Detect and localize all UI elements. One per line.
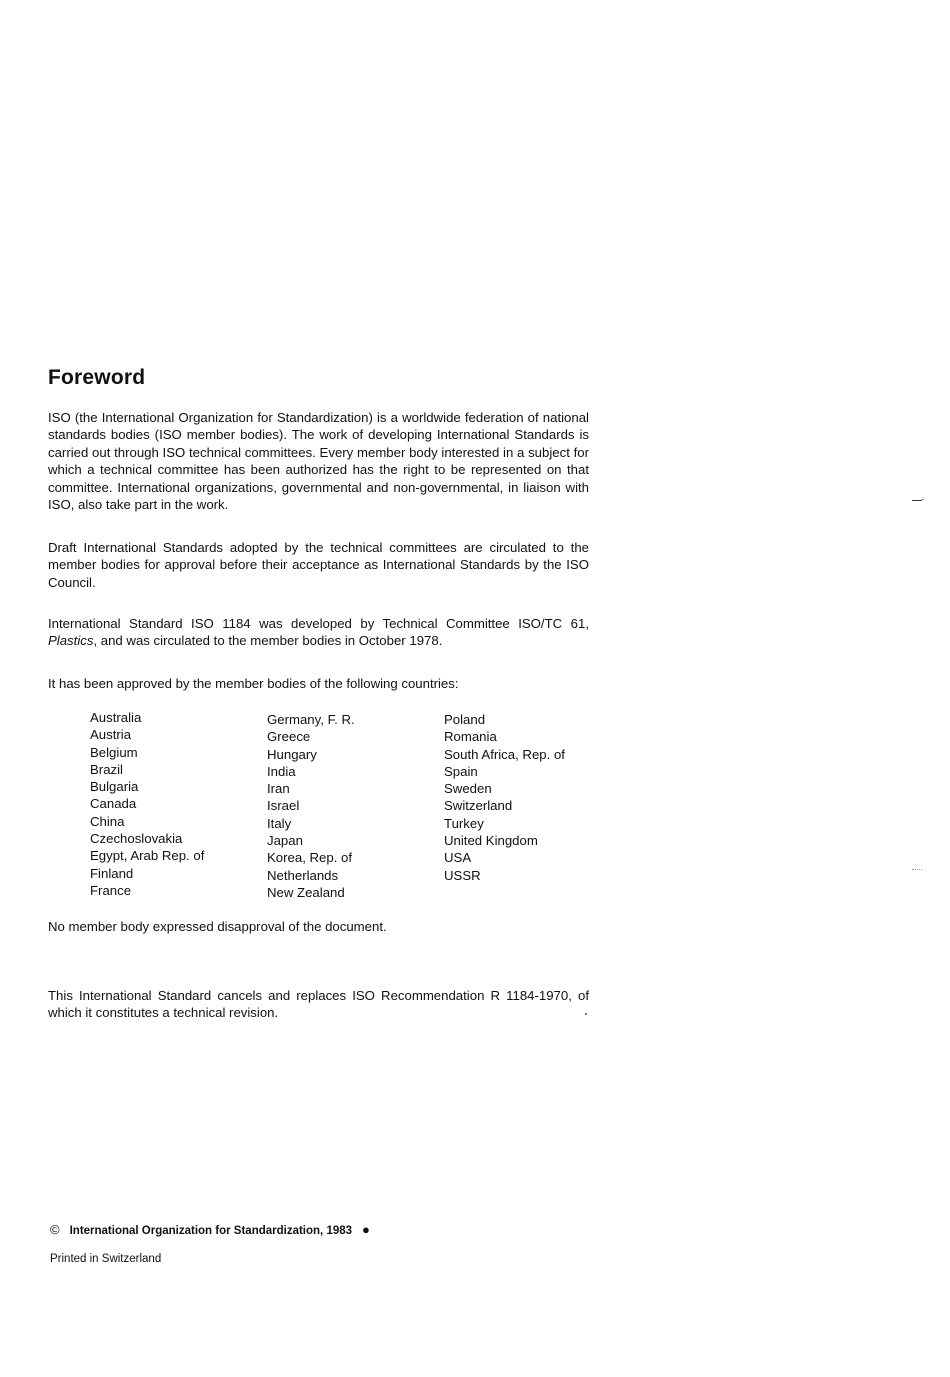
printed-in-note: Printed in Switzerland	[50, 1253, 162, 1265]
country-item: Poland	[444, 712, 486, 727]
country-column-1	[90, 709, 265, 899]
paragraph-replacement: This International Standard cancels and replaces ISO Recommendation R 1184-1970, of which it constitutes a technical revision.	[48, 988, 589, 1021]
country-item: Netherlands	[267, 867, 339, 883]
paragraph-approval: It has been approved by the member bodies of the following countries:	[48, 676, 459, 691]
paragraph-draft-standards: Draft International Standards adopted by the technical committees are circulated to the member bodies for approval before their acceptance as International Standards by the ISO Council.	[48, 540, 589, 590]
country-item: France	[90, 882, 132, 898]
paragraph-development	[48, 615, 589, 650]
country-item: Bulgaria	[90, 779, 139, 795]
country-item: Australia	[90, 710, 142, 725]
country-item: Greece	[267, 729, 311, 745]
scan-mark	[912, 497, 924, 501]
country-item: South Africa, Rep. of	[444, 746, 565, 762]
copyright-symbol: ©	[50, 1222, 60, 1237]
country-item: Italy	[267, 815, 292, 831]
country-item: Spain	[444, 763, 478, 779]
country-item: Iran	[267, 781, 290, 797]
country-item: Japan	[267, 833, 303, 849]
country-item: Romania	[444, 729, 497, 745]
committee-name: Plastics	[48, 633, 94, 649]
country-item: India	[267, 763, 296, 779]
country-item: United Kingdom	[444, 833, 538, 849]
country-item: Belgium	[90, 744, 138, 760]
foreword-heading: Foreword	[48, 366, 146, 389]
country-column-3	[444, 711, 619, 884]
paragraph-iso-description: ISO (the International Organization for Standardization) is a worldwide federation of national standards bodies (ISO member bodies). The work of developing International Standards is carried out through ISO technical committees. Every member body interested in a subject for which a technical committee has been authorized has the right to be represented on that committee. International organizations, governmental and non-governmental, in liaison with ISO, also take part in the work.	[48, 410, 589, 513]
country-item: Hungary	[267, 746, 317, 762]
country-item: Czechoslovakia	[90, 831, 183, 847]
country-item: Israel	[267, 798, 300, 814]
country-item: USSR	[444, 867, 481, 883]
country-item: Egypt, Arab Rep. of	[90, 848, 205, 864]
copyright-text: International Organization for Standardization, 1983	[69, 1225, 353, 1237]
paragraph-no-disapproval: No member body expressed disapproval of the document.	[48, 919, 387, 934]
country-item: USA	[444, 850, 472, 866]
country-item: China	[90, 813, 125, 829]
development-text-end: , and was circulated to the member bodies in October 1978.	[93, 633, 443, 649]
scan-mark	[585, 1013, 587, 1015]
country-item: Germany, F. R.	[267, 712, 355, 727]
country-item: Finland	[90, 865, 134, 881]
country-item: Brazil	[90, 761, 123, 777]
country-item: Turkey	[444, 815, 484, 831]
country-item: Korea, Rep. of	[267, 850, 353, 866]
bullet-icon: ●	[362, 1222, 370, 1237]
country-column-2	[267, 711, 442, 901]
development-text-start: International Standard ISO 1184 was developed by Technical Committee ISO/TC 61,	[48, 616, 589, 631]
country-item: Austria	[90, 727, 132, 743]
country-item: New Zealand	[267, 884, 345, 900]
country-item: Canada	[90, 796, 137, 812]
copyright-line	[50, 1222, 370, 1237]
country-item: Switzerland	[444, 798, 513, 814]
country-item: Sweden	[444, 781, 492, 797]
scan-mark	[912, 868, 922, 870]
